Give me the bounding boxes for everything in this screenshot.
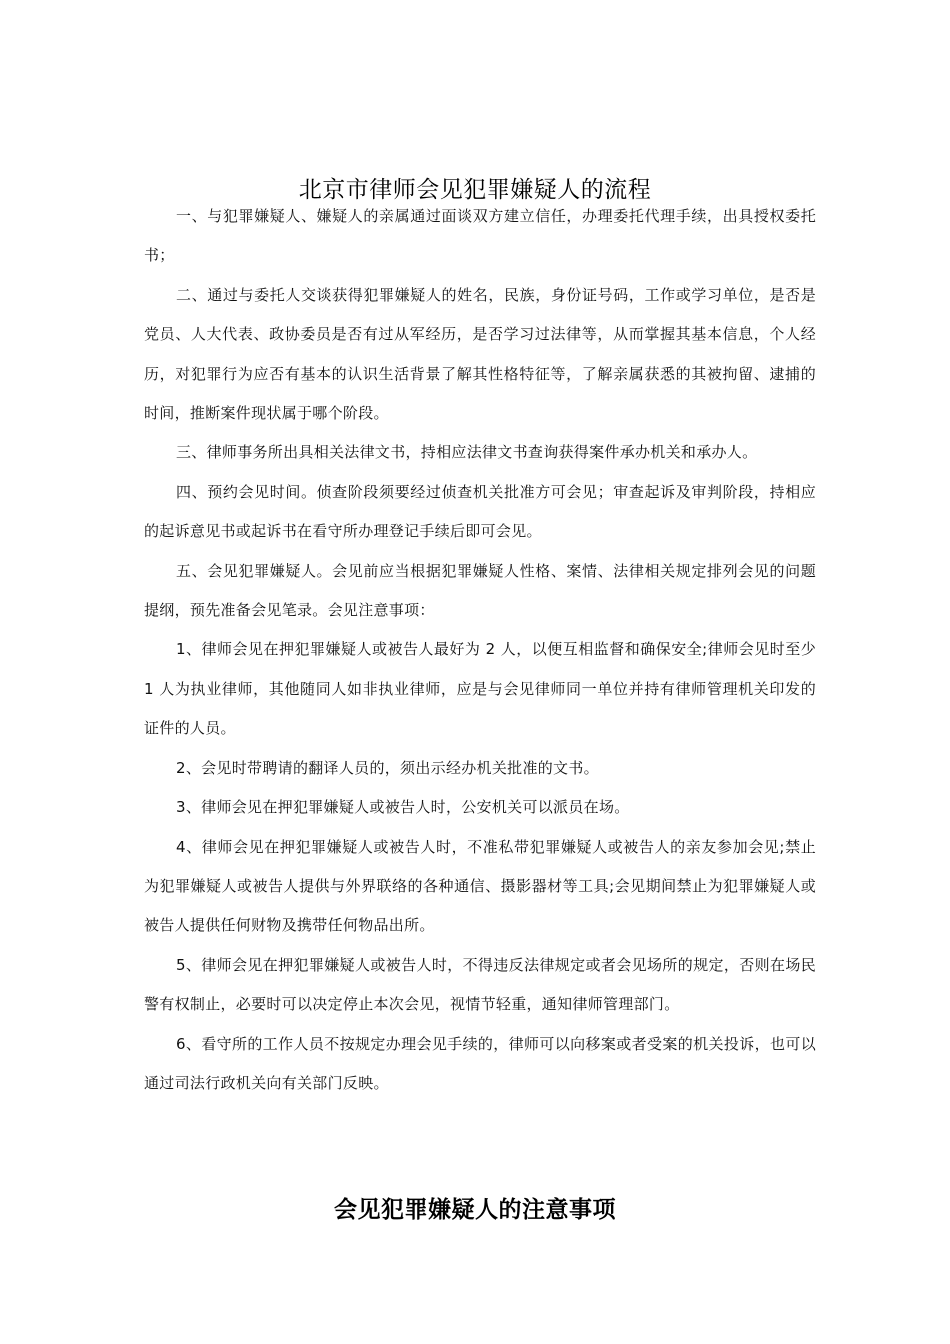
paragraph-note-4: 4、律师会见在押犯罪嫌疑人或被告人时，不准私带犯罪嫌疑人或被告人的亲友参加会见;禁止为犯罪嫌疑人或被告人提供与外界联络的各种通信、摄影器材等工具;会见期间禁止为犯罪嫌疑人或被告人提供任何财物及携带任何物品出所。	[144, 837, 816, 935]
paragraph-note-1: 1、律师会见在押犯罪嫌疑人或被告人最好为 2 人，以便互相监督和确保安全;律师会见时至少 1 人为执业律师，其他随同人如非执业律师，应是与会见律师同一单位并持有律师管理机关印发的证件的人员。	[144, 640, 816, 738]
paragraph-note-2: 2、会见时带聘请的翻译人员的，须出示经办机关批准的文书。	[176, 758, 599, 777]
paragraph-step-3: 三、律师事务所出具相关法律文书，持相应法律文书查询获得案件承办机关和承办人。	[176, 443, 758, 462]
paragraph-step-5: 五、会见犯罪嫌疑人。会见前应当根据犯罪嫌疑人性格、案情、法律相关规定排列会见的问题提纲，预先准备会见笔录。会见注意事项：	[144, 561, 816, 620]
paragraph-note-6: 6、看守所的工作人员不按规定办理会见手续的，律师可以向移案或者受案的机关投诉，也可以通过司法行政机关向有关部门反映。	[144, 1034, 816, 1092]
paragraph-step-1: 一、与犯罪嫌疑人、嫌疑人的亲属通过面谈双方建立信任，办理委托代理手续，出具授权委托书；	[144, 207, 816, 265]
paragraph-step-4: 四、预约会见时间。侦查阶段须要经过侦查机关批准方可会见；审查起诉及审判阶段，持相应的起诉意见书或起诉书在看守所办理登记手续后即可会见。	[144, 482, 816, 541]
document-body	[144, 197, 816, 1103]
paragraph-note-5: 5、律师会见在押犯罪嫌疑人或被告人时，不得违反法律规定或者会见场所的规定，否则在场民警有权制止，必要时可以决定停止本次会见，视情节轻重，通知律师管理部门。	[144, 955, 816, 1014]
section-title: 会见犯罪嫌疑人的注意事项	[334, 1197, 616, 1224]
page-title: 北京市律师会见犯罪嫌疑人的流程	[298, 177, 652, 204]
paragraph-note-3: 3、律师会见在押犯罪嫌疑人或被告人时，公安机关可以派员在场。	[176, 798, 630, 817]
paragraph-step-2: 二、通过与委托人交谈获得犯罪嫌疑人的姓名，民族，身份证号码，工作或学习单位，是否是党员、人大代表、政协委员是否有过从军经历，是否学习过法律等，从而掌握其基本信息，个人经历，对犯罪行为应否有基本的认识生活背景了解其性格特征等，了解亲属获悉的其被拘留、逮捕的时间，推断案件现状属于哪个阶段。	[144, 285, 816, 423]
